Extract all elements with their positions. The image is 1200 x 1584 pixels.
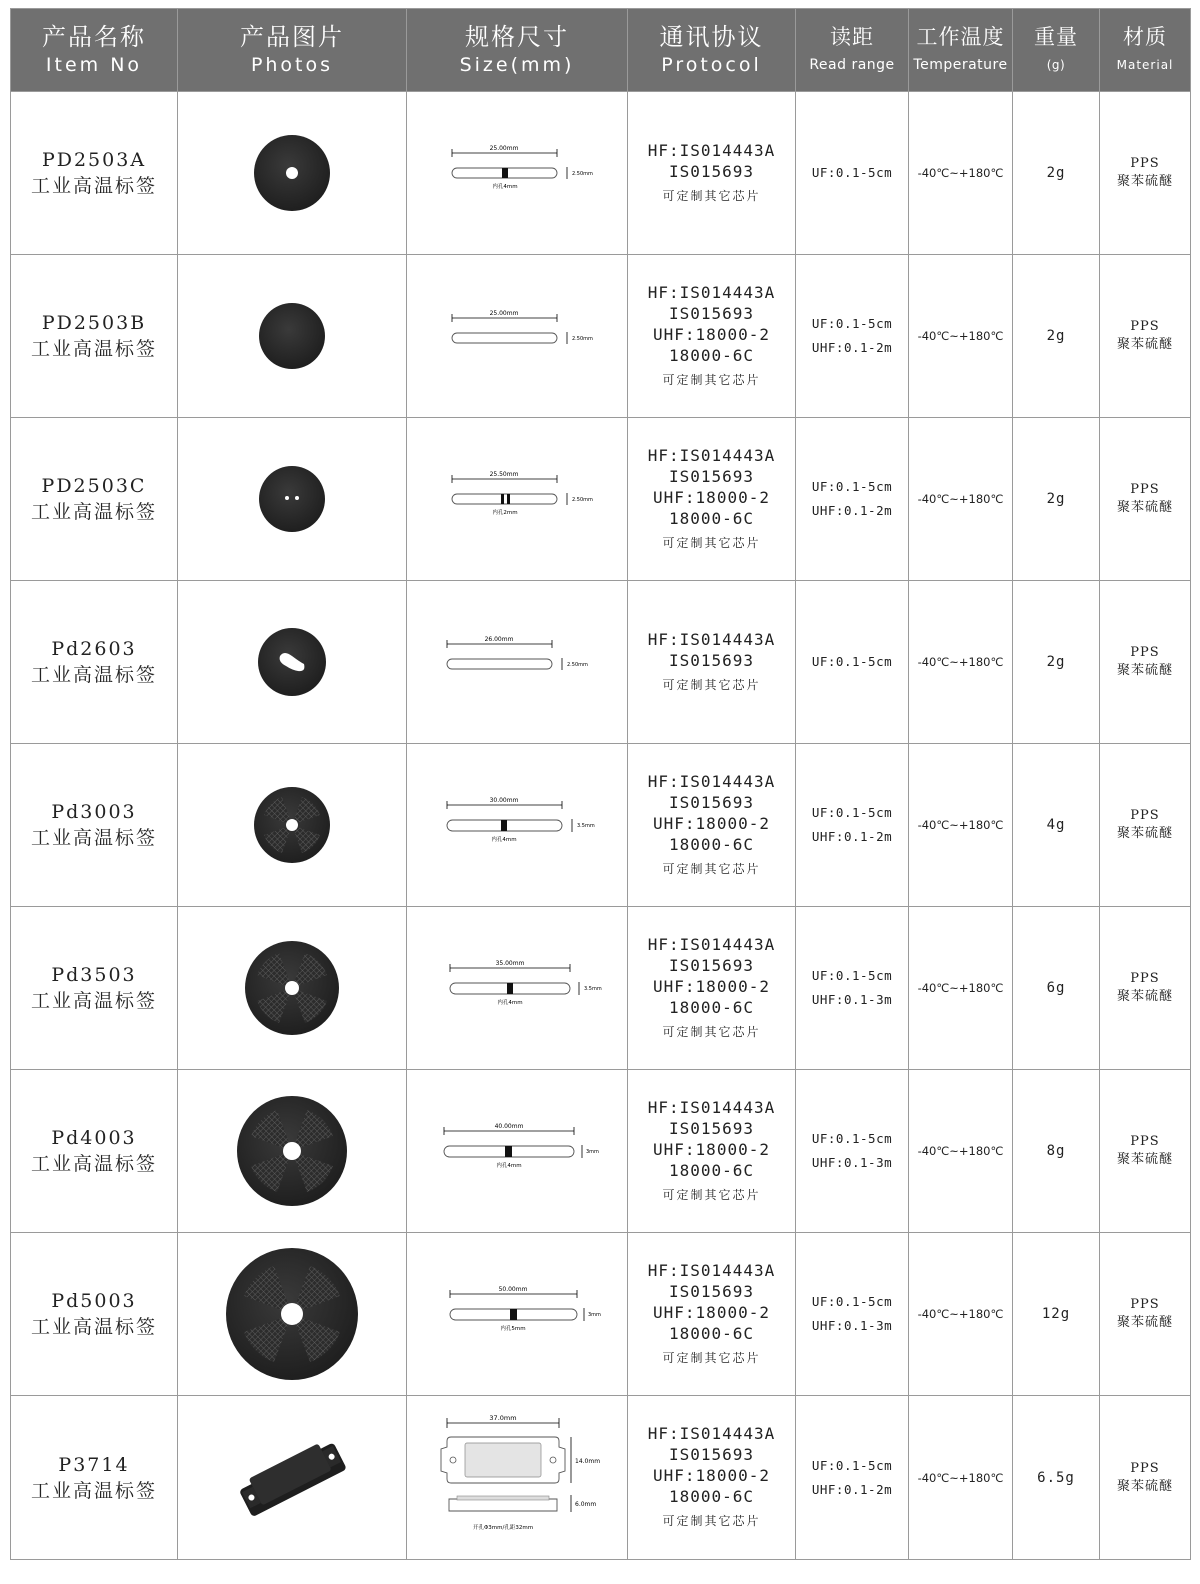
material-cell bbox=[1100, 255, 1191, 418]
dim-hole-label: 开孔Φ3mm/孔距32mm bbox=[472, 1524, 534, 1531]
range-line: UF:0.1-5cm bbox=[811, 654, 893, 669]
range-line: UF:0.1-5cm bbox=[811, 1131, 893, 1146]
item-code: PD2503C bbox=[41, 475, 147, 497]
protocol-line: HF:IS014443A bbox=[647, 1260, 776, 1280]
item-name: 工业高温标签 bbox=[30, 338, 157, 360]
item-cell bbox=[11, 1396, 178, 1560]
protocol-cell bbox=[628, 907, 796, 1070]
dim-width-label: 30.00mm bbox=[489, 797, 519, 804]
item-cell bbox=[11, 1070, 178, 1233]
item-code: PD2503A bbox=[41, 149, 147, 171]
item-cell bbox=[11, 581, 178, 744]
protocol-line: IS015693 bbox=[668, 650, 755, 670]
temp-cell: -40℃~+180℃ bbox=[909, 92, 1013, 255]
range-line: UHF:0.1-2m bbox=[811, 503, 893, 518]
protocol-line: 18000-6C bbox=[668, 834, 755, 854]
item-name: 工业高温标签 bbox=[30, 175, 157, 197]
protocol-line: 18000-6C bbox=[668, 997, 755, 1017]
dim-thick-label: 3mm bbox=[588, 1312, 601, 1318]
range-cell bbox=[796, 1070, 909, 1233]
dim-thick-label: 6.0mm bbox=[575, 1500, 597, 1508]
protocol-line: UHF:18000-2 bbox=[653, 1302, 770, 1322]
item-name: 工业高温标签 bbox=[30, 827, 157, 849]
protocol-note: 可定制其它芯片 bbox=[662, 372, 761, 387]
protocol-note: 可定制其它芯片 bbox=[662, 1187, 761, 1202]
range-line: UF:0.1-5cm bbox=[811, 805, 893, 820]
protocol-line: HF:IS014443A bbox=[647, 1097, 776, 1117]
protocol-cell bbox=[628, 92, 796, 255]
weight-cell: 6g bbox=[1013, 907, 1100, 1070]
material-code: PPS bbox=[1130, 156, 1160, 171]
material-code: PPS bbox=[1130, 1297, 1160, 1312]
weight-cell: 8g bbox=[1013, 1070, 1100, 1233]
material-code: PPS bbox=[1130, 1134, 1160, 1149]
protocol-line: UHF:18000-2 bbox=[653, 1139, 770, 1159]
range-line: UHF:0.1-3m bbox=[811, 1318, 893, 1333]
material-cell bbox=[1100, 418, 1191, 581]
protocol-line: IS015693 bbox=[668, 1118, 755, 1138]
material-cell bbox=[1100, 92, 1191, 255]
protocol-note: 可定制其它芯片 bbox=[662, 861, 761, 876]
protocol-line: UHF:18000-2 bbox=[653, 324, 770, 344]
item-cell bbox=[11, 907, 178, 1070]
protocol-line: HF:IS014443A bbox=[647, 629, 776, 649]
dim-width-label: 26.00mm bbox=[484, 636, 514, 643]
header-size: 规格尺寸 Size(mm) bbox=[407, 9, 628, 92]
range-cell bbox=[796, 744, 909, 907]
protocol-line: HF:IS014443A bbox=[647, 140, 776, 160]
protocol-line: IS015693 bbox=[668, 466, 755, 486]
protocol-cell bbox=[628, 255, 796, 418]
protocol-line: IS015693 bbox=[668, 303, 755, 323]
product-photo bbox=[257, 301, 327, 371]
material-code: PPS bbox=[1130, 645, 1160, 660]
protocol-cell bbox=[628, 1233, 796, 1396]
protocol-line: UHF:18000-2 bbox=[653, 487, 770, 507]
material-name: 聚苯硫醚 bbox=[1116, 1478, 1173, 1494]
product-photo bbox=[256, 626, 328, 698]
protocol-line: UHF:18000-2 bbox=[653, 976, 770, 996]
protocol-note: 可定制其它芯片 bbox=[662, 677, 761, 692]
range-line: UF:0.1-5cm bbox=[811, 1294, 893, 1309]
material-code: PPS bbox=[1130, 971, 1160, 986]
dim-hole-label: 内孔4mm bbox=[491, 837, 517, 843]
material-name: 聚苯硫醚 bbox=[1116, 174, 1173, 189]
protocol-line: 18000-6C bbox=[668, 1323, 755, 1343]
range-line: UF:0.1-5cm bbox=[811, 165, 893, 180]
range-line: UF:0.1-5cm bbox=[811, 1457, 893, 1473]
protocol-line: IS015693 bbox=[668, 1281, 755, 1301]
table-row bbox=[11, 1396, 1191, 1560]
table-row bbox=[11, 92, 1191, 255]
range-line: UHF:0.1-2m bbox=[811, 340, 893, 355]
table-row bbox=[11, 907, 1191, 1070]
range-cell bbox=[796, 907, 909, 1070]
material-name: 聚苯硫醚 bbox=[1116, 1315, 1173, 1330]
table-row bbox=[11, 744, 1191, 907]
range-cell bbox=[796, 92, 909, 255]
dim-width-label: 25.50mm bbox=[489, 471, 519, 478]
size-cell bbox=[407, 744, 628, 907]
temp-cell: -40℃~+180℃ bbox=[909, 907, 1013, 1070]
material-name: 聚苯硫醚 bbox=[1116, 500, 1173, 515]
item-name: 工业高温标签 bbox=[30, 990, 157, 1012]
header-photos: 产品图片 Photos bbox=[178, 9, 407, 92]
material-cell bbox=[1100, 907, 1191, 1070]
dim-thick-label: 2.50mm bbox=[572, 336, 593, 342]
material-name: 聚苯硫醚 bbox=[1116, 826, 1173, 841]
range-cell bbox=[796, 418, 909, 581]
photo-cell bbox=[178, 255, 407, 418]
table-row bbox=[11, 255, 1191, 418]
dimension-drawing bbox=[432, 632, 602, 692]
protocol-line: HF:IS014443A bbox=[647, 445, 776, 465]
temp-cell: -40℃~+180℃ bbox=[909, 1396, 1013, 1560]
item-name: 工业高温标签 bbox=[30, 1153, 157, 1175]
protocol-note: 可定制其它芯片 bbox=[662, 535, 761, 550]
photo-cell bbox=[178, 418, 407, 581]
protocol-line: IS015693 bbox=[668, 792, 755, 812]
table-row bbox=[11, 1070, 1191, 1233]
protocol-cell bbox=[628, 581, 796, 744]
table-row bbox=[11, 581, 1191, 744]
protocol-line: IS015693 bbox=[668, 161, 755, 181]
range-line: UF:0.1-5cm bbox=[811, 479, 893, 494]
table-row bbox=[11, 418, 1191, 581]
item-name: 工业高温标签 bbox=[30, 501, 157, 523]
material-cell bbox=[1100, 1233, 1191, 1396]
dim-width-label: 50.00mm bbox=[498, 1286, 528, 1293]
item-code: PD2503B bbox=[41, 312, 147, 334]
product-photo bbox=[252, 785, 332, 865]
dim-width-label: 40.00mm bbox=[494, 1123, 524, 1130]
item-code: P3714 bbox=[58, 1453, 130, 1476]
size-cell bbox=[407, 1396, 628, 1560]
item-code: Pd2603 bbox=[51, 638, 137, 660]
dim-width-label: 25.00mm bbox=[489, 145, 519, 152]
range-line: UHF:0.1-3m bbox=[811, 992, 893, 1007]
dimension-drawing bbox=[432, 1121, 602, 1181]
dimension-drawing bbox=[432, 143, 602, 203]
dim-hole-label: 内孔4mm bbox=[496, 1163, 522, 1169]
material-cell bbox=[1100, 581, 1191, 744]
dim-hole-label: 内孔4mm bbox=[497, 1000, 523, 1006]
dimension-drawing bbox=[432, 1284, 602, 1344]
size-cell bbox=[407, 255, 628, 418]
protocol-line: HF:IS014443A bbox=[647, 934, 776, 954]
size-cell bbox=[407, 581, 628, 744]
range-line: UF:0.1-5cm bbox=[811, 316, 893, 331]
weight-cell: 4g bbox=[1013, 744, 1100, 907]
protocol-cell bbox=[628, 1070, 796, 1233]
weight-cell: 12g bbox=[1013, 1233, 1100, 1396]
protocol-note: 可定制其它芯片 bbox=[662, 1024, 761, 1039]
protocol-line: UHF:18000-2 bbox=[653, 1466, 770, 1485]
material-code: PPS bbox=[1130, 482, 1160, 497]
temp-cell: -40℃~+180℃ bbox=[909, 581, 1013, 744]
product-photo bbox=[227, 1433, 357, 1523]
dim-hole-label: 内孔4mm bbox=[492, 184, 518, 190]
header-protocol: 通讯协议 Protocol bbox=[628, 9, 796, 92]
product-photo bbox=[224, 1246, 360, 1382]
product-photo bbox=[252, 133, 332, 213]
weight-cell: 2g bbox=[1013, 255, 1100, 418]
protocol-note: 可定制其它芯片 bbox=[662, 188, 761, 203]
protocol-line: HF:IS014443A bbox=[647, 282, 776, 302]
weight-cell: 2g bbox=[1013, 418, 1100, 581]
item-name: 工业高温标签 bbox=[30, 1316, 157, 1338]
product-spec-table bbox=[10, 8, 1191, 1560]
dim-thick-label: 3.5mm bbox=[577, 823, 595, 829]
temp-cell: -40℃~+180℃ bbox=[909, 1233, 1013, 1396]
material-cell bbox=[1100, 744, 1191, 907]
dim-hole-label: 内孔5mm bbox=[500, 1326, 526, 1332]
dim-width-label: 37.0mm bbox=[489, 1413, 517, 1422]
material-name: 聚苯硫醚 bbox=[1116, 1152, 1173, 1167]
material-name: 聚苯硫醚 bbox=[1116, 663, 1173, 678]
protocol-note: 可定制其它芯片 bbox=[662, 1350, 761, 1365]
photo-cell bbox=[178, 581, 407, 744]
size-cell bbox=[407, 1070, 628, 1233]
weight-cell: 2g bbox=[1013, 581, 1100, 744]
size-cell bbox=[407, 92, 628, 255]
protocol-cell bbox=[628, 1396, 796, 1560]
protocol-line: HF:IS014443A bbox=[647, 1424, 776, 1443]
header-weight: 重量 (g) bbox=[1013, 9, 1100, 92]
spec-sheet bbox=[10, 8, 1190, 1576]
item-code: Pd3003 bbox=[51, 801, 137, 823]
temp-cell: -40℃~+180℃ bbox=[909, 1070, 1013, 1233]
item-cell bbox=[11, 255, 178, 418]
dim-thick-label: 3.5mm bbox=[584, 986, 602, 992]
item-code: Pd3503 bbox=[51, 964, 137, 986]
item-code: Pd4003 bbox=[51, 1127, 137, 1149]
protocol-line: UHF:18000-2 bbox=[653, 813, 770, 833]
size-cell bbox=[407, 1233, 628, 1396]
range-line: UHF:0.1-2m bbox=[811, 829, 893, 844]
dimension-drawing bbox=[432, 958, 602, 1018]
protocol-line: IS015693 bbox=[668, 1445, 755, 1464]
dimension-drawing bbox=[427, 1413, 607, 1543]
material-name: 聚苯硫醚 bbox=[1116, 337, 1173, 352]
weight-cell: 6.5g bbox=[1013, 1396, 1100, 1560]
item-code: Pd5003 bbox=[51, 1290, 137, 1312]
photo-cell bbox=[178, 1396, 407, 1560]
dimension-drawing bbox=[432, 795, 602, 855]
size-cell bbox=[407, 418, 628, 581]
dim-thick-label: 2.50mm bbox=[572, 497, 593, 503]
dim-height-label: 14.0mm bbox=[575, 1457, 601, 1465]
range-cell bbox=[796, 1396, 909, 1560]
header-temp: 工作温度 Temperature bbox=[909, 9, 1013, 92]
material-code: PPS bbox=[1130, 319, 1160, 334]
table-row bbox=[11, 1233, 1191, 1396]
protocol-cell bbox=[628, 418, 796, 581]
range-cell bbox=[796, 255, 909, 418]
range-line: UHF:0.1-2m bbox=[811, 1481, 893, 1497]
temp-cell: -40℃~+180℃ bbox=[909, 744, 1013, 907]
photo-cell bbox=[178, 1070, 407, 1233]
dim-thick-label: 2.50mm bbox=[572, 171, 593, 177]
protocol-note: 可定制其它芯片 bbox=[662, 1514, 761, 1528]
material-name: 聚苯硫醚 bbox=[1116, 989, 1173, 1004]
protocol-line: HF:IS014443A bbox=[647, 771, 776, 791]
item-cell bbox=[11, 744, 178, 907]
material-cell bbox=[1100, 1396, 1191, 1560]
dim-width-label: 35.00mm bbox=[495, 960, 525, 967]
size-cell bbox=[407, 907, 628, 1070]
header-row bbox=[11, 9, 1191, 92]
temp-cell: -40℃~+180℃ bbox=[909, 418, 1013, 581]
temp-cell: -40℃~+180℃ bbox=[909, 255, 1013, 418]
protocol-line: IS015693 bbox=[668, 955, 755, 975]
range-line: UHF:0.1-3m bbox=[811, 1155, 893, 1170]
dimension-drawing bbox=[432, 469, 602, 529]
item-name: 工业高温标签 bbox=[30, 664, 157, 686]
dim-hole-label: 内孔2mm bbox=[492, 510, 518, 516]
material-cell bbox=[1100, 1070, 1191, 1233]
material-code: PPS bbox=[1130, 1460, 1160, 1476]
range-line: UF:0.1-5cm bbox=[811, 968, 893, 983]
protocol-line: 18000-6C bbox=[668, 345, 755, 365]
header-range: 读距 Read range bbox=[796, 9, 909, 92]
item-cell bbox=[11, 1233, 178, 1396]
protocol-line: 18000-6C bbox=[668, 508, 755, 528]
dimension-drawing bbox=[432, 306, 602, 366]
product-photo bbox=[257, 464, 327, 534]
material-code: PPS bbox=[1130, 808, 1160, 823]
header-item: 产品名称 Item No bbox=[11, 9, 178, 92]
range-cell bbox=[796, 1233, 909, 1396]
photo-cell bbox=[178, 92, 407, 255]
dim-thick-label: 3mm bbox=[586, 1149, 599, 1155]
item-cell bbox=[11, 418, 178, 581]
header-material: 材质 Material bbox=[1100, 9, 1191, 92]
product-photo bbox=[243, 939, 341, 1037]
dim-width-label: 25.00mm bbox=[489, 310, 519, 317]
range-cell bbox=[796, 581, 909, 744]
product-photo bbox=[235, 1094, 349, 1208]
dim-thick-label: 2.50mm bbox=[567, 662, 588, 668]
photo-cell bbox=[178, 744, 407, 907]
item-name: 工业高温标签 bbox=[30, 1479, 157, 1502]
protocol-line: 18000-6C bbox=[668, 1487, 755, 1506]
protocol-line: 18000-6C bbox=[668, 1160, 755, 1180]
weight-cell: 2g bbox=[1013, 92, 1100, 255]
protocol-cell bbox=[628, 744, 796, 907]
photo-cell bbox=[178, 1233, 407, 1396]
photo-cell bbox=[178, 907, 407, 1070]
item-cell bbox=[11, 92, 178, 255]
